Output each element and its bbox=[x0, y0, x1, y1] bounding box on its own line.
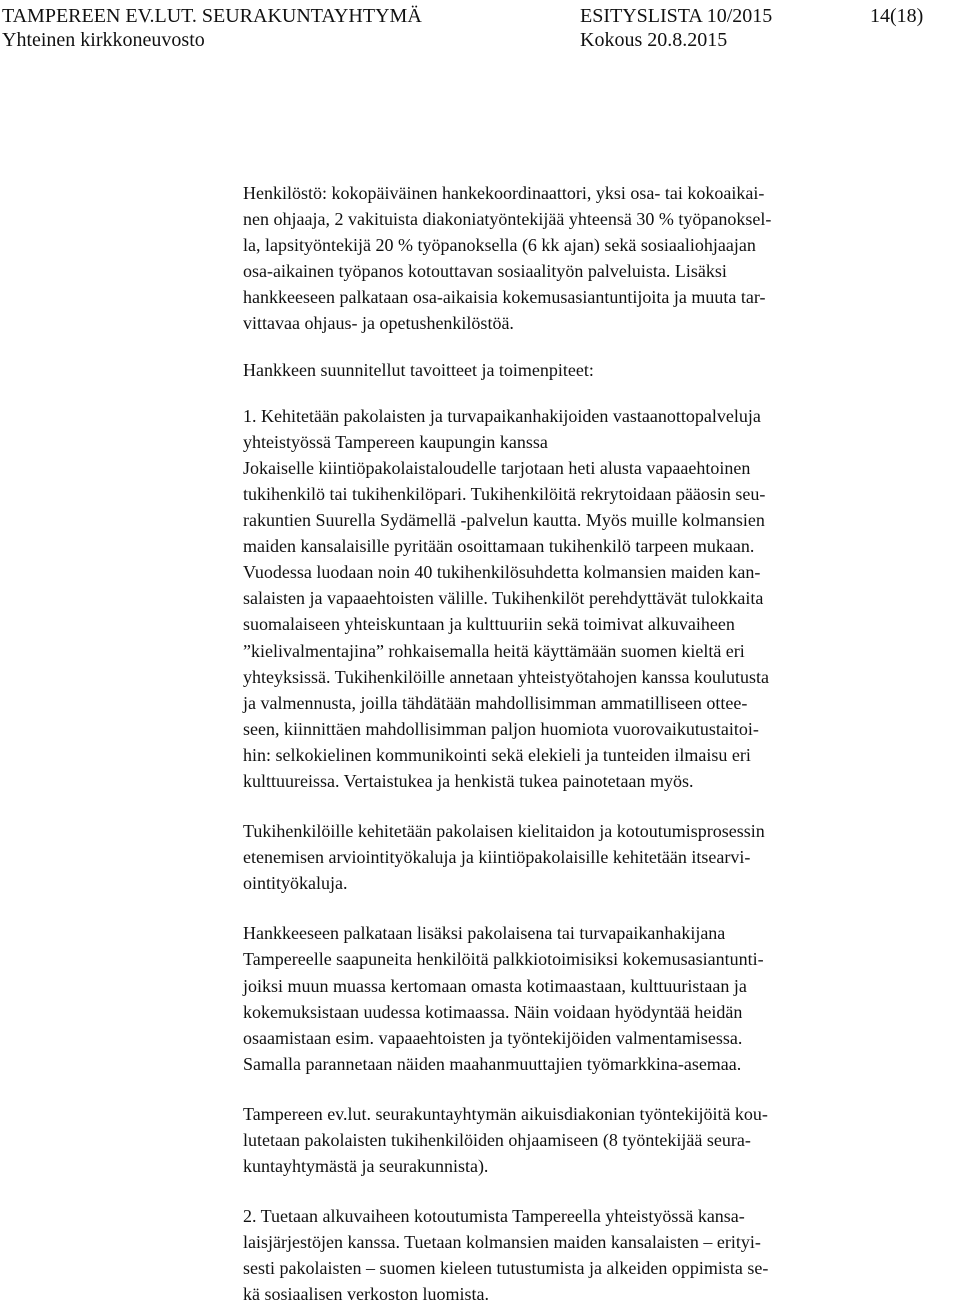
text-line: Jokaiselle kiintiöpakolaistaloudelle tarjotaan heti alusta vapaaehtoinen bbox=[243, 457, 751, 478]
text-line: kokemuksistaan uudessa kotimaassa. Näin voidaan hyödyntää heidän bbox=[243, 1001, 743, 1022]
text-line: yhteyksissä. Tukihenkilöille annetaan yhteistyötahojen kanssa koulutusta bbox=[243, 666, 769, 687]
paragraph-training bbox=[243, 1101, 943, 1179]
paragraph-evaluation-tools bbox=[243, 818, 943, 896]
text-line: hin: selkokielinen kommunikointi sekä elekieli ja tunteiden ilmaisu eri bbox=[243, 744, 751, 765]
text-line: sesti pakolaisten – suomen kieleen tutustumista ja alkeiden oppimista se- bbox=[243, 1258, 769, 1279]
text-line: nen ohjaaja, 2 vakituista diakoniatyöntekijää yhteensä 30 % työpanoksel- bbox=[243, 209, 772, 230]
section-heading: Hankkeen suunnitellut tavoitteet ja toimenpiteet: bbox=[243, 359, 594, 380]
text-line: Samalla parannetaan näiden maahanmuuttajien työmarkkina-asemaa. bbox=[243, 1053, 742, 1074]
text-line: 1. Kehitetään pakolaisten ja turvapaikanhakijoiden vastaanottopalveluja bbox=[243, 405, 761, 426]
document-header bbox=[0, 0, 960, 50]
text-line: salaisten ja vapaaehtoisten välille. Tukihenkilöt perehdyttävät tulokkaita bbox=[243, 588, 764, 609]
text-line: etenemisen arviointityökaluja ja kiintiöpakolaisille kehitetään itsearvi- bbox=[243, 847, 751, 868]
paragraph-goal-2 bbox=[243, 1203, 943, 1307]
text-line: osa-aikainen työpanos kotouttavan sosiaalityön palveluista. Lisäksi bbox=[243, 261, 727, 282]
text-line: joiksi muun muassa kertomaan omasta kotimaastaan, kulttuuristaan ja bbox=[243, 975, 747, 996]
text-line: seen, kiinnittäen mahdollisimman paljon huomiota vuorovaikutustaitoi- bbox=[243, 718, 759, 739]
text-line: hankkeeseen palkataan osa-aikaisia kokemusasiantuntijoita ja muuta tar- bbox=[243, 287, 766, 308]
text-line: tukihenkilö tai tukihenkilöpari. Tukihenkilöitä rekrytoidaan pääosin seu- bbox=[243, 483, 766, 504]
paragraph-goals-heading bbox=[243, 357, 943, 383]
text-line: kulttuureissa. Vertaistukea ja henkistä tukea painotetaan myös. bbox=[243, 770, 694, 791]
organization-name: TAMPEREEN EV.LUT. SEURAKUNTAYHTYMÄ bbox=[2, 5, 422, 27]
text-line: ointityökaluja. bbox=[243, 873, 348, 894]
text-line: maiden kansalaisille pyritään osoittamaan tukihenkilö tarpeen mukaan. bbox=[243, 536, 755, 557]
text-line: vittavaa ohjaus- ja opetushenkilöstöä. bbox=[243, 313, 514, 334]
page-number: 14(18) bbox=[870, 5, 924, 27]
text-line: osaamistaan esim. vapaaehtoisten ja työntekijöiden valmentamisessa. bbox=[243, 1027, 743, 1048]
text-line: ja valmennusta, joilla tähdätään mahdollisimman ammatilliseen ottee- bbox=[243, 692, 748, 713]
text-line: 2. Tuetaan alkuvaiheen kotoutumista Tampereella yhteistyössä kansa- bbox=[243, 1206, 745, 1227]
text-line: suomalaiseen yhteiskuntaan ja kulttuuriin sekä toimivat alkuvaiheen bbox=[243, 614, 735, 635]
board-name: Yhteinen kirkkoneuvosto bbox=[2, 29, 205, 51]
text-line: Vuodessa luodaan noin 40 tukihenkilösuhdetta kolmansien maiden kan- bbox=[243, 562, 761, 583]
text-line: ”kielivalmentajina” rohkaisemalla heitä käyttämään suomen kieltä eri bbox=[243, 640, 745, 661]
text-line: lutetaan pakolaisten tukihenkilöiden ohjaamiseen (8 työntekijää seura- bbox=[243, 1130, 751, 1150]
agenda-number: ESITYSLISTA 10/2015 bbox=[580, 5, 773, 27]
text-line: rakuntien Suurella Sydämellä -palvelun kautta. Myös muille kolmansien bbox=[243, 510, 765, 531]
text-line: la, lapsityöntekijä 20 % työpanoksella (6 kk ajan) sekä sosiaaliohjaajan bbox=[243, 235, 756, 256]
paragraph-experts bbox=[243, 920, 943, 1077]
text-line: kuntayhtymästä ja seurakunnista). bbox=[243, 1156, 489, 1177]
paragraph-goal-1 bbox=[243, 403, 943, 794]
document-body bbox=[243, 180, 943, 1308]
text-line: Henkilöstö: kokopäiväinen hankekoordinaattori, yksi osa- tai kokoaikai- bbox=[243, 183, 765, 203]
text-line: Tampereen ev.lut. seurakuntayhtymän aikuisdiakonian työntekijöitä kou- bbox=[243, 1103, 768, 1124]
text-line: Hankkeeseen palkataan lisäksi pakolaisena tai turvapaikanhakijana bbox=[243, 923, 726, 944]
text-line: laisjärjestöjen kanssa. Tuetaan kolmansien maiden kansalaisten – erityi- bbox=[243, 1232, 761, 1253]
text-line: kä sosiaalisen verkoston luomista. bbox=[243, 1284, 489, 1305]
paragraph-staffing bbox=[243, 180, 943, 337]
text-line: yhteistyössä Tampereen kaupungin kanssa bbox=[243, 431, 548, 452]
text-line: Tukihenkilöille kehitetään pakolaisen kielitaidon ja kotoutumisprosessin bbox=[243, 821, 765, 842]
text-line: Tampereelle saapuneita henkilöitä palkkiotoimisiksi kokemusasiantunti- bbox=[243, 949, 764, 970]
meeting-date: Kokous 20.8.2015 bbox=[580, 29, 728, 51]
